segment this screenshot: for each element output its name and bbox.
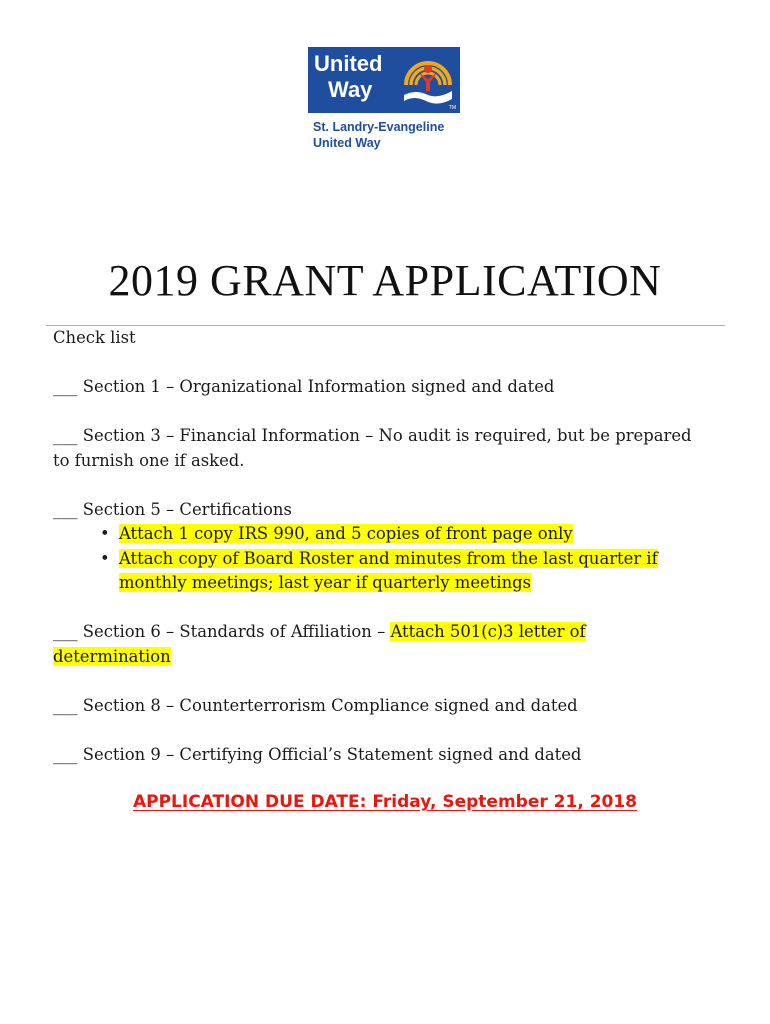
hand-rainbow-person-icon [402,55,454,107]
logo-caption-line2: United Way [313,136,381,150]
checklist-item-section-6 [53,620,713,669]
requirement-board-roster-continued: monthly meetings; last year if quarterly meetings [119,573,532,592]
checklist-item-section-3 [53,424,713,473]
requirement-irs-990: Attach 1 copy IRS 990, and 5 copies of front page only [119,524,573,543]
spacer [53,596,713,621]
united-way-logo [308,47,468,151]
application-due-date: APPLICATION DUE DATE: Friday, September 21, 2018 [132,792,638,812]
section-5-requirements [53,522,713,596]
page-title: 2019 GRANT APPLICATION [108,256,662,305]
spacer [53,351,713,376]
spacer [53,400,713,425]
section-6-line2 [53,645,713,670]
spacer [53,718,713,743]
list-item [53,547,713,572]
logo-line1: United [314,51,383,76]
list-item [53,522,713,547]
checklist-item-section-9: ___ Section 9 – Certifying Official’s Statement signed and dated [53,744,582,764]
checklist-heading: Check list [53,328,136,347]
checklist-item-section-8: ___ Section 8 – Counterterrorism Compliance signed and dated [53,695,578,715]
logo-caption-line1: St. Landry-Evangeline [313,120,445,134]
logo-line2: Way [328,77,373,102]
checklist [53,326,713,767]
list-item [53,571,713,596]
checklist-item-section-1: ___ Section 1 – Organizational Information signed and dated [53,377,555,396]
section-6-label: ___ Section 6 – Standards of Affiliation – [53,622,391,641]
section-5-label: ___ Section 5 – Certifications [53,499,292,519]
logo-wordmark [314,51,382,103]
logo-caption [308,119,468,151]
bullet-icon: • [100,548,110,568]
spacer [53,473,713,498]
checklist-item-section-5 [53,498,713,596]
section-6-line1 [53,620,713,645]
section-6-highlight-continued: determination [53,646,171,666]
bullet-icon: • [100,524,110,543]
requirement-board-roster: Attach copy of Board Roster and minutes from the last quarter if [119,548,658,568]
section-3-line1: ___ Section 3 – Financial Information – No audit is required, but be prepared [53,426,692,445]
section-3-line2: to furnish one if asked. [53,450,245,470]
trademark-mark: TM [448,105,456,111]
logo-badge [308,47,460,113]
section-6-highlight: Attach 501(c)3 letter of [390,622,586,641]
spacer [53,669,713,694]
